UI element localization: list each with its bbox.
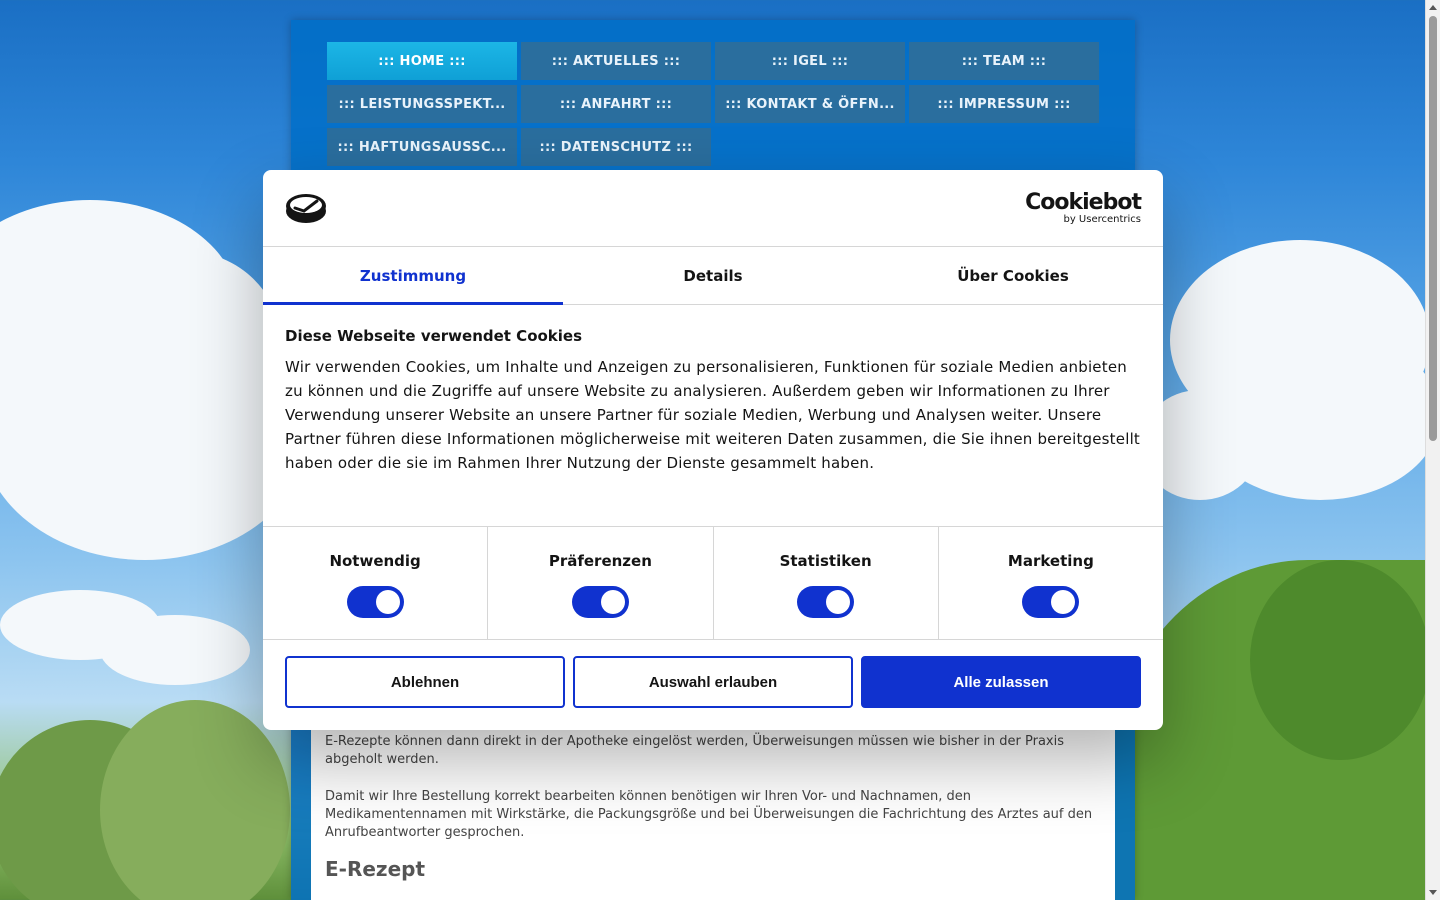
toggle-cell-marketing [939, 527, 1163, 639]
nav-item-team[interactable]: ::: TEAM ::: [909, 42, 1099, 80]
dialog-header [263, 170, 1163, 247]
toggle-cell-praeferenzen [488, 527, 713, 639]
nav-item-aktuelles[interactable]: ::: AKTUELLES ::: [521, 42, 711, 80]
toggle-label: Notwendig [329, 552, 421, 570]
content-heading: E-Rezept [325, 857, 426, 881]
scroll-up-arrow-icon[interactable] [1429, 5, 1437, 10]
nav-item-leistungsspektrum[interactable]: ::: LEISTUNGSSPEKT... [327, 85, 517, 123]
allow-all-button[interactable]: Alle zulassen [861, 656, 1141, 708]
content-paragraph: E-Rezepte können dann direkt in der Apotheke eingelöst werden, Überweisungen müssen wie bisher in der Praxis abgeholt werden. [325, 734, 1065, 767]
toggle-label: Statistiken [779, 552, 872, 570]
toggle-switch-notwendig[interactable] [347, 586, 404, 618]
dialog-title: Diese Webseite verwendet Cookies [285, 327, 583, 345]
content-paragraph: Damit wir Ihre Bestellung korrekt bearbeiten können benötigen wir Ihren Vor- und Nachnamen, den Medikamentennamen mit Wirkstärke, die Packungsgröße und bei Überweisungen die Fachrichtung des Arztes auf den Anrufbeantworter gesprochen. [325, 789, 1093, 840]
cookie-consent-dialog [263, 170, 1163, 730]
toggle-cell-statistiken [714, 527, 939, 639]
nav-item-datenschutz[interactable]: ::: DATENSCHUTZ ::: [521, 128, 711, 166]
nav-item-igel[interactable]: ::: IGEL ::: [715, 42, 905, 80]
cookie-logo-icon [285, 192, 327, 224]
toggle-label: Präferenzen [548, 552, 652, 570]
toggle-switch-marketing[interactable] [1022, 586, 1079, 618]
dialog-body [263, 305, 1163, 526]
consent-toggles [263, 526, 1163, 640]
scroll-down-arrow-icon[interactable] [1429, 890, 1437, 895]
toggle-cell-notwendig [263, 527, 488, 639]
toggle-label: Marketing [1007, 552, 1094, 570]
page-scrollbar[interactable] [1425, 0, 1440, 900]
tab-details[interactable]: Details [683, 266, 743, 285]
tab-zustimmung[interactable]: Zustimmung [263, 247, 563, 304]
dialog-tabs [263, 247, 1163, 305]
nav-item-home[interactable]: ::: HOME ::: [327, 42, 517, 80]
nav-item-anfahrt[interactable]: ::: ANFAHRT ::: [521, 85, 711, 123]
nav-item-kontakt[interactable]: ::: KONTAKT & ÖFFN... [715, 85, 905, 123]
nav-item-impressum[interactable]: ::: IMPRESSUM ::: [909, 85, 1099, 123]
toggle-switch-praeferenzen[interactable] [572, 586, 629, 618]
toggle-switch-statistiken[interactable] [797, 586, 854, 618]
decline-button[interactable]: Ablehnen [285, 656, 565, 708]
tab-ueber-cookies[interactable]: Über Cookies [957, 266, 1069, 285]
cookiebot-name: Cookiebot [1025, 190, 1141, 215]
cookiebot-sub: by Usercentrics [1063, 214, 1141, 225]
dialog-text: Wir verwenden Cookies, um Inhalte und Anzeigen zu personalisieren, Funktionen für soziale Medien anbieten zu können und die Zugriffe auf unsere Website zu analysieren. Außerdem geben wir Informationen zu Ihrer Verwendung unserer Website an unsere Partner für soziale Medien, Werbung und Analysen weiter. Unsere Partner führen diese Informationen möglicherweise mit weiteren Daten zusammen, die Sie ihnen bereitgestellt haben oder die sie im Rahmen Ihrer Nutzung der Dienste gesammelt haben. [285, 358, 1141, 472]
nav-item-haftungsausschluss[interactable]: ::: HAFTUNGSAUSSC... [327, 128, 517, 166]
allow-selection-button[interactable]: Auswahl erlauben [573, 656, 853, 708]
scrollbar-thumb[interactable] [1429, 16, 1437, 441]
cookiebot-brand-logo[interactable] [1025, 192, 1141, 226]
dialog-buttons [263, 640, 1163, 724]
